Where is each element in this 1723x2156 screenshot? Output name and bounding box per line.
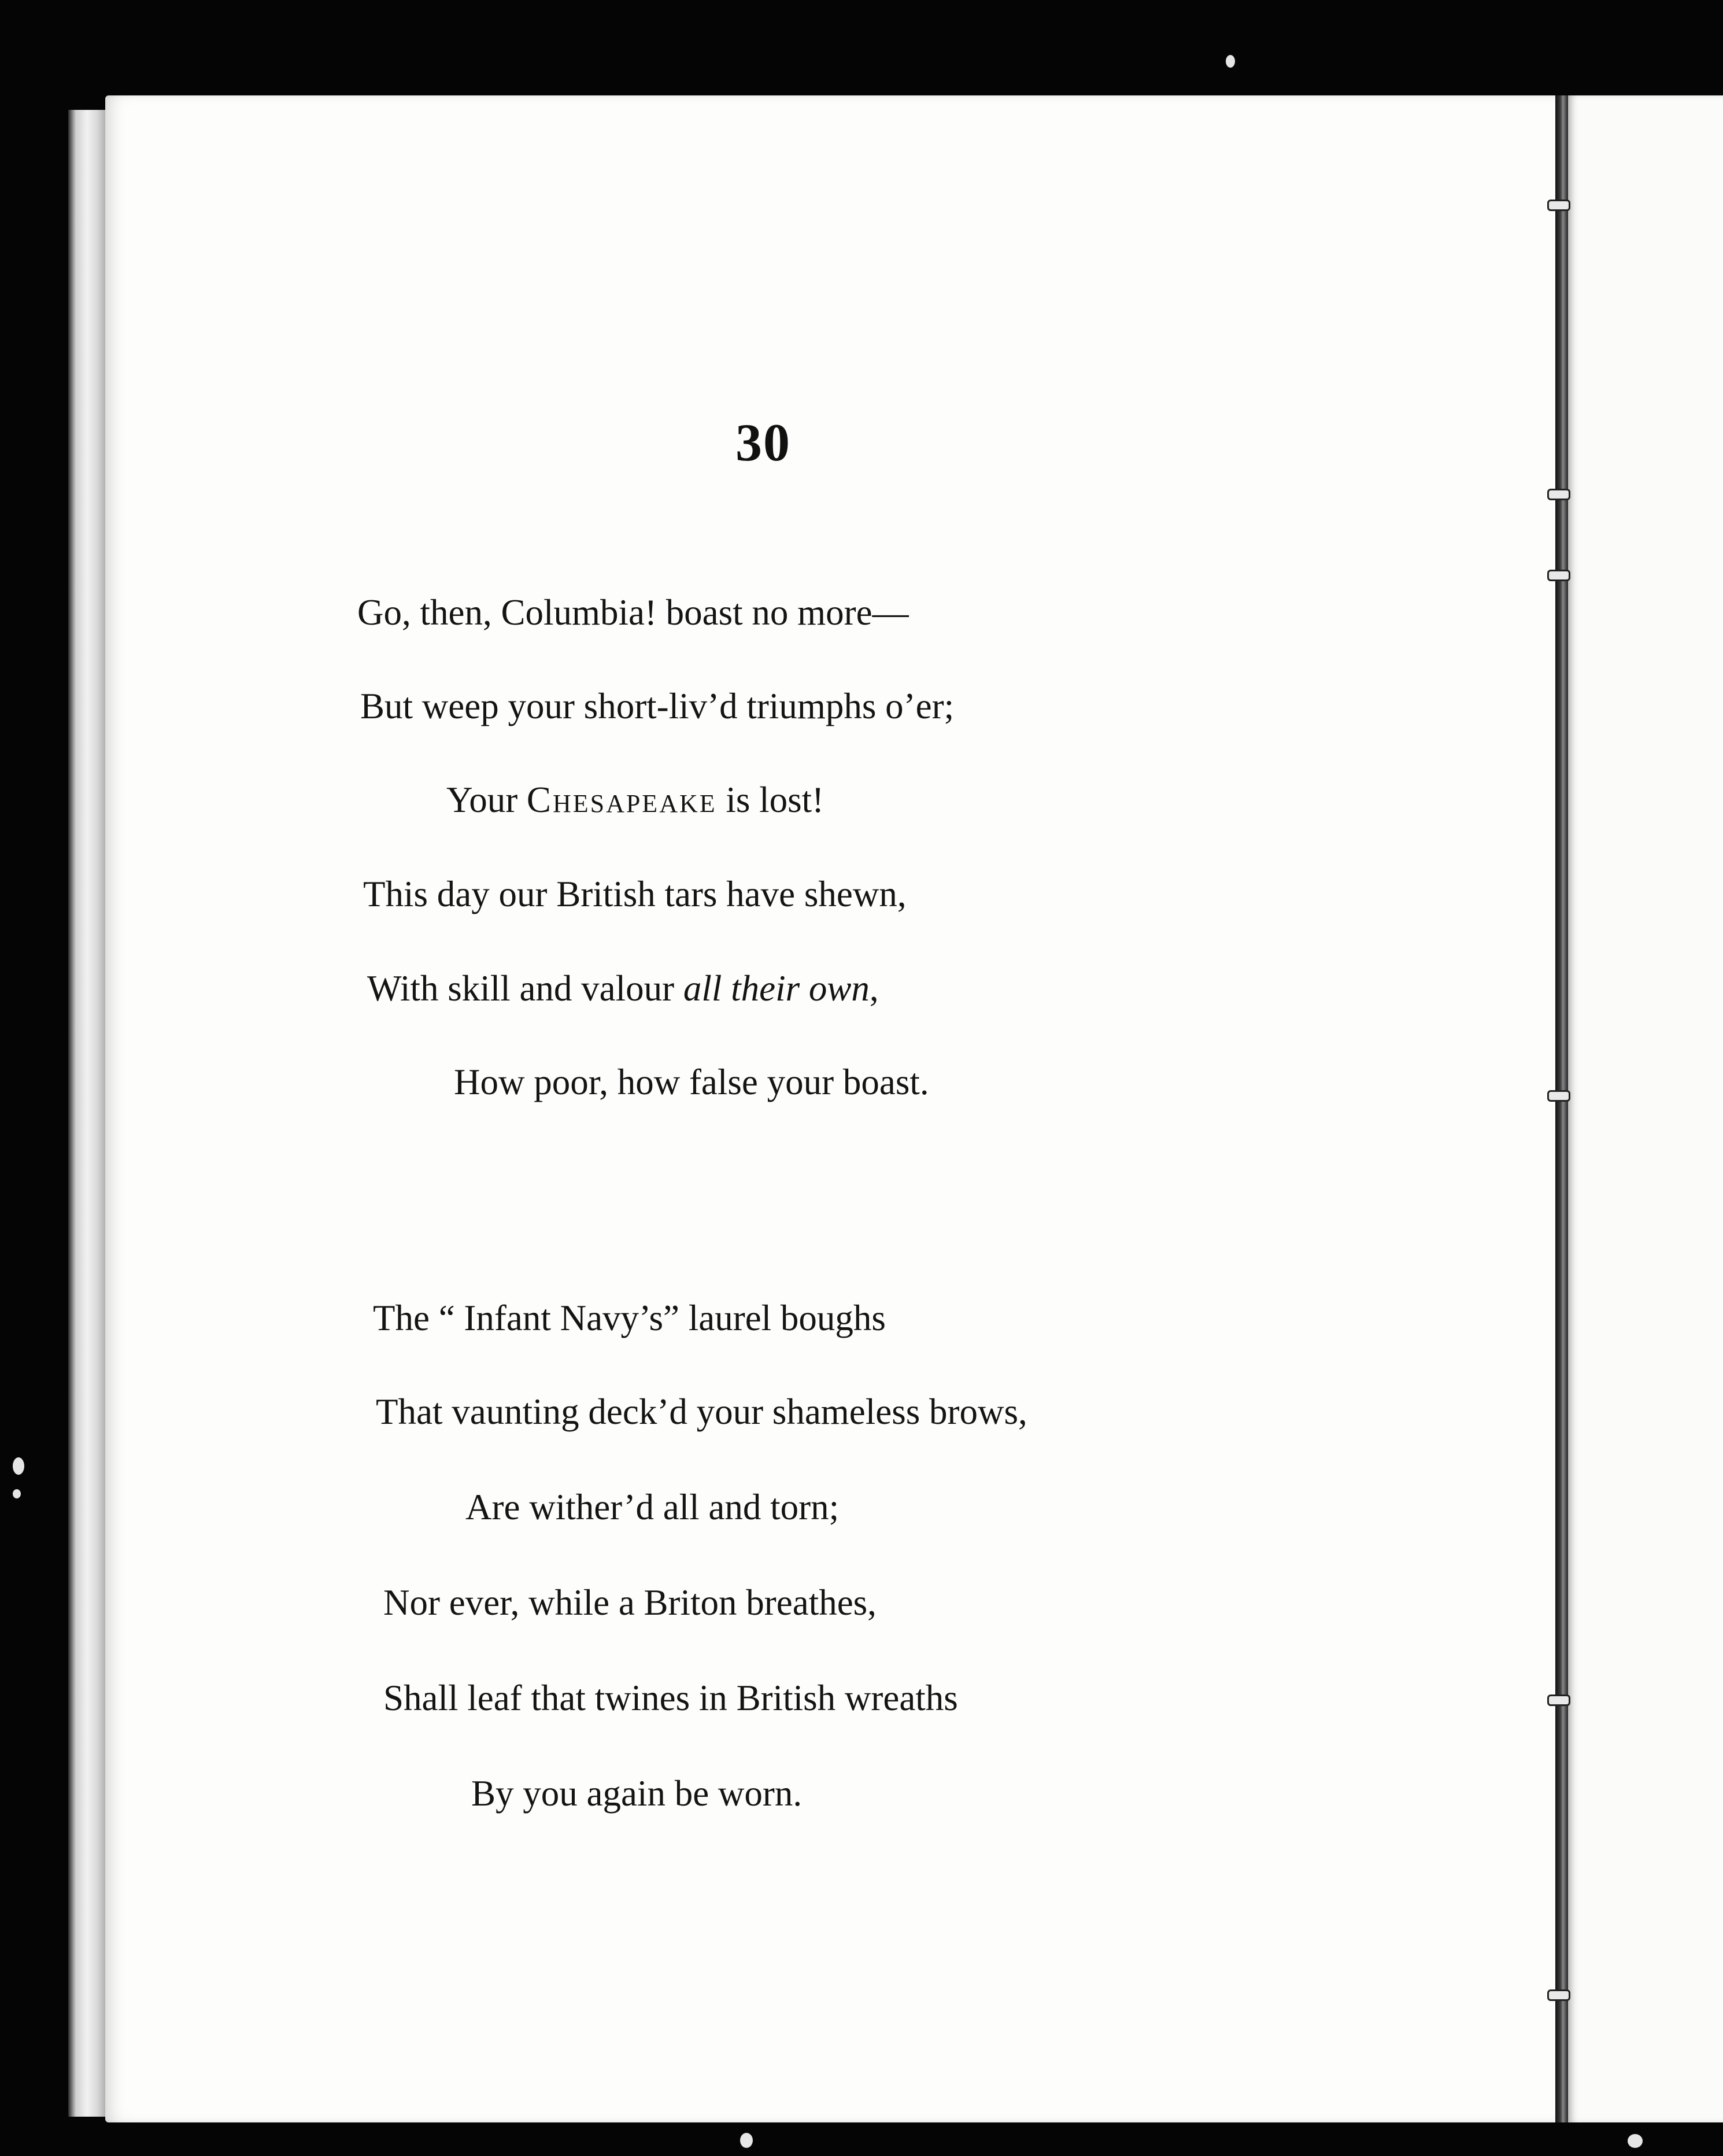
emphasis-text: all their own [683, 968, 870, 1009]
dust-speck [13, 1489, 21, 1498]
binding-stitch [1547, 489, 1570, 500]
poem-line: How poor, how false your boast. [454, 1062, 929, 1102]
poem-line: The “ Infant Navy’s” laurel boughs [373, 1298, 886, 1338]
poem-line: With skill and valour all their own, [367, 968, 879, 1009]
binding-stitch [1547, 200, 1570, 211]
poem-line: Are wither’d all and torn; [465, 1487, 840, 1527]
poem-line: By you again be worn. [471, 1773, 803, 1814]
poem-line: Your Chesapeake is lost! [446, 780, 824, 820]
page-gutter [1555, 95, 1568, 2122]
binding-stitch [1547, 1989, 1570, 2001]
poem-line: This day our British tars have shewn, [363, 874, 907, 914]
poem-line: Shall leaf that twines in British wreaths [383, 1678, 958, 1718]
page-number: 30 [735, 413, 791, 472]
poem-line: But weep your short-liv’d triumphs o’er; [360, 686, 955, 726]
ship-name: Chesapeake [526, 780, 717, 820]
binding-stitch [1547, 570, 1570, 581]
poem-line: That vaunting deck’d your shameless brows, [376, 1391, 1027, 1432]
dust-speck [740, 2133, 753, 2148]
dust-speck [13, 1457, 24, 1475]
binding-stitch [1547, 1090, 1570, 1102]
dust-speck [1226, 55, 1235, 68]
binding-stitch [1547, 1694, 1570, 1706]
book-page [105, 95, 1559, 2122]
poem-line: Nor ever, while a Briton breathes, [383, 1582, 877, 1623]
dust-speck [1628, 2134, 1643, 2148]
poem-line: Go, then, Columbia! boast no more— [357, 592, 909, 633]
adjacent-page-edge [1568, 95, 1723, 2122]
binding-edge [68, 110, 110, 2117]
